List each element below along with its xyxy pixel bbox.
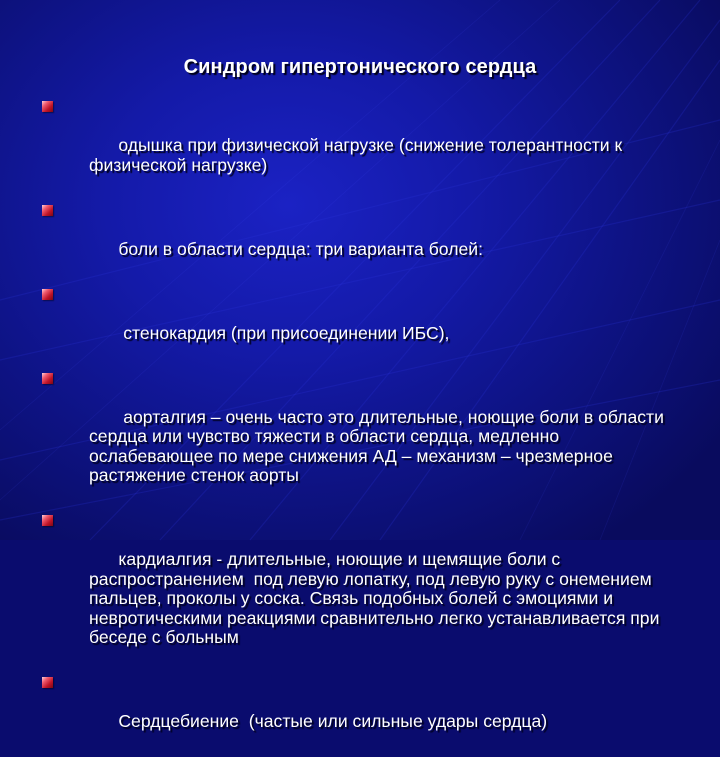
bullet-text: стенокардия (при присоединении ИБС), bbox=[118, 322, 450, 343]
bullet-list bbox=[42, 97, 682, 757]
square-bullet-icon bbox=[42, 515, 53, 526]
square-bullet-icon bbox=[42, 289, 53, 300]
bullet-text: Сердцебиение (частые или сильные удары сердца) bbox=[118, 711, 548, 731]
square-bullet-icon bbox=[42, 677, 53, 688]
square-bullet-icon bbox=[42, 101, 53, 112]
list-item bbox=[42, 511, 682, 667]
square-bullet-icon bbox=[42, 205, 53, 216]
list-item bbox=[42, 285, 682, 363]
square-bullet-icon bbox=[42, 373, 53, 384]
bullet-text: кардиалгия - длительные, ноющие и щемящие боли с распространением под левую лопатку, под левую руку с онемением пальцев, проколы у соска. Связь подобных болей с эмоциями и невротическими реакциями сравнительно легко устанавливается при беседе с больным bbox=[89, 549, 665, 647]
list-item bbox=[42, 369, 682, 506]
bullet-text: одышка при физической нагрузке (снижение толерантности к физической нагрузке) bbox=[89, 135, 628, 175]
list-item bbox=[42, 97, 682, 195]
list-item bbox=[42, 673, 682, 751]
bullet-text: аорталгия – очень часто это длительные, ноющие боли в области сердца или чувство тяжести в области сердца, медленно ослабевающее по мере снижения АД – механизм – чрезмерное растяжение стенок аорты bbox=[89, 406, 669, 485]
bullet-text: боли в области сердца: три варианта болей: bbox=[118, 238, 483, 259]
list-item bbox=[42, 201, 682, 279]
slide-title: Синдром гипертонического сердца bbox=[183, 56, 537, 78]
